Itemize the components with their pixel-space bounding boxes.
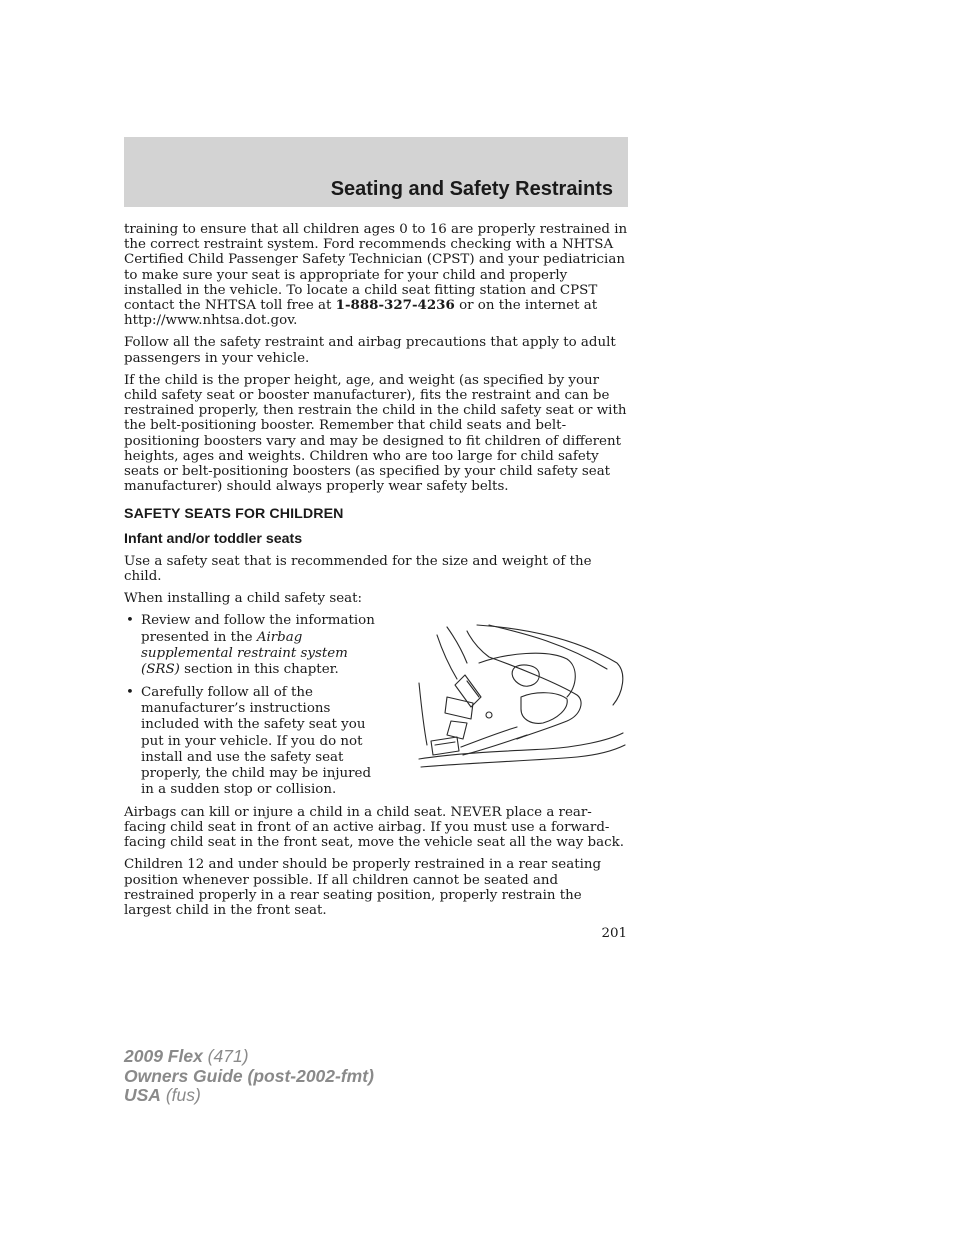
intro-text-start: training to ensure that all children ages 0 to 16 are properly restrained in the correct restraint system. Ford recommends checking with a NHTSA Certified Child Passenger Safety Technician (CPST) and your pediatrician to make sure your seat is appropriate for your child and properly installed in the vehicle. To locate a child seat fitting station and CPST contact the NHTSA toll free at: [124, 222, 628, 314]
footer-guide-name: Owners Guide (post-2002-fmt): [124, 1065, 374, 1086]
use-safety-seat-paragraph: Use a safety seat that is recommended for the size and weight of the child.: [124, 553, 592, 585]
airbag-warning-paragraph: Airbags can kill or injure a child in a child seat. NEVER place a rear-facing child seat in front of an active airbag. If you must use a forward-facing child seat in the front seat, move the vehicle seat all the way back.: [124, 804, 624, 851]
bullets-with-figure: [124, 613, 629, 804]
footer-model-name: 2009 Flex: [124, 1046, 203, 1066]
installation-bullet-list: [124, 613, 386, 804]
child-seat-buckle-illustration: [417, 623, 629, 775]
document-footer: [124, 1047, 374, 1106]
list-item: [124, 685, 386, 799]
list-item: [124, 613, 386, 678]
bullet1-text-end: section in this chapter.: [179, 662, 339, 678]
footer-model-code: (471): [202, 1046, 249, 1066]
subsection-heading: Infant and/or toddler seats: [124, 530, 303, 547]
page-title: Seating and Safety Restraints: [330, 178, 613, 200]
bullet-icon: •: [126, 684, 134, 700]
header-band: [124, 137, 628, 207]
intro-paragraph: [124, 222, 629, 328]
footer-region: USA: [124, 1085, 161, 1105]
footer-line-model: [124, 1047, 374, 1067]
intro-text-end: or on the internet at http://www.nhtsa.dot.gov.: [124, 298, 598, 329]
nhtsa-phone-number: 1-888-327-4236: [335, 297, 455, 314]
footer-line-guide: [124, 1067, 374, 1087]
bullet-icon: •: [126, 613, 134, 629]
page-number: 201: [601, 926, 627, 941]
when-installing-paragraph: When installing a child safety seat:: [124, 591, 363, 607]
footer-region-code: (fus): [160, 1085, 201, 1105]
bullet2-text: Carefully follow all of the manufacturer’s instructions included with the safety seat you put in your vehicle. If you do not install and use the safety seat properly, the child may be injured in a sudden stop or collision.: [141, 684, 372, 798]
children-12-paragraph: Children 12 and under should be properly restrained in a rear seating position whenever possible. If all children cannot be seated and restrained properly in a rear seating position, properly restrain the largest child in the front seat.: [124, 857, 602, 918]
precautions-paragraph: Follow all the safety restraint and airbag precautions that apply to adult passengers in your vehicle.: [124, 335, 616, 366]
main-content: [124, 222, 629, 925]
footer-line-region: [124, 1086, 374, 1106]
section-heading: SAFETY SEATS FOR CHILDREN: [124, 506, 344, 523]
proper-height-paragraph: If the child is the proper height, age, and weight (as specified by your child safety seat or booster manufacturer), fits the restraint and can be restrained properly, then restrain the child in the child safety seat or with the belt-positioning booster. Remember that child seats and belt-positioning boosters vary and may be designed to fit children of different heights, ages and weights. Children who are too large for child safety seats or belt-positioning boosters (as specified by your child safety seat manufacturer) should always properly wear safety belts.: [124, 372, 627, 495]
srs-section-reference: Airbag supplemental restraint system (SRS): [141, 629, 348, 678]
bullet1-text-start: Review and follow the information presented in the: [141, 613, 375, 645]
